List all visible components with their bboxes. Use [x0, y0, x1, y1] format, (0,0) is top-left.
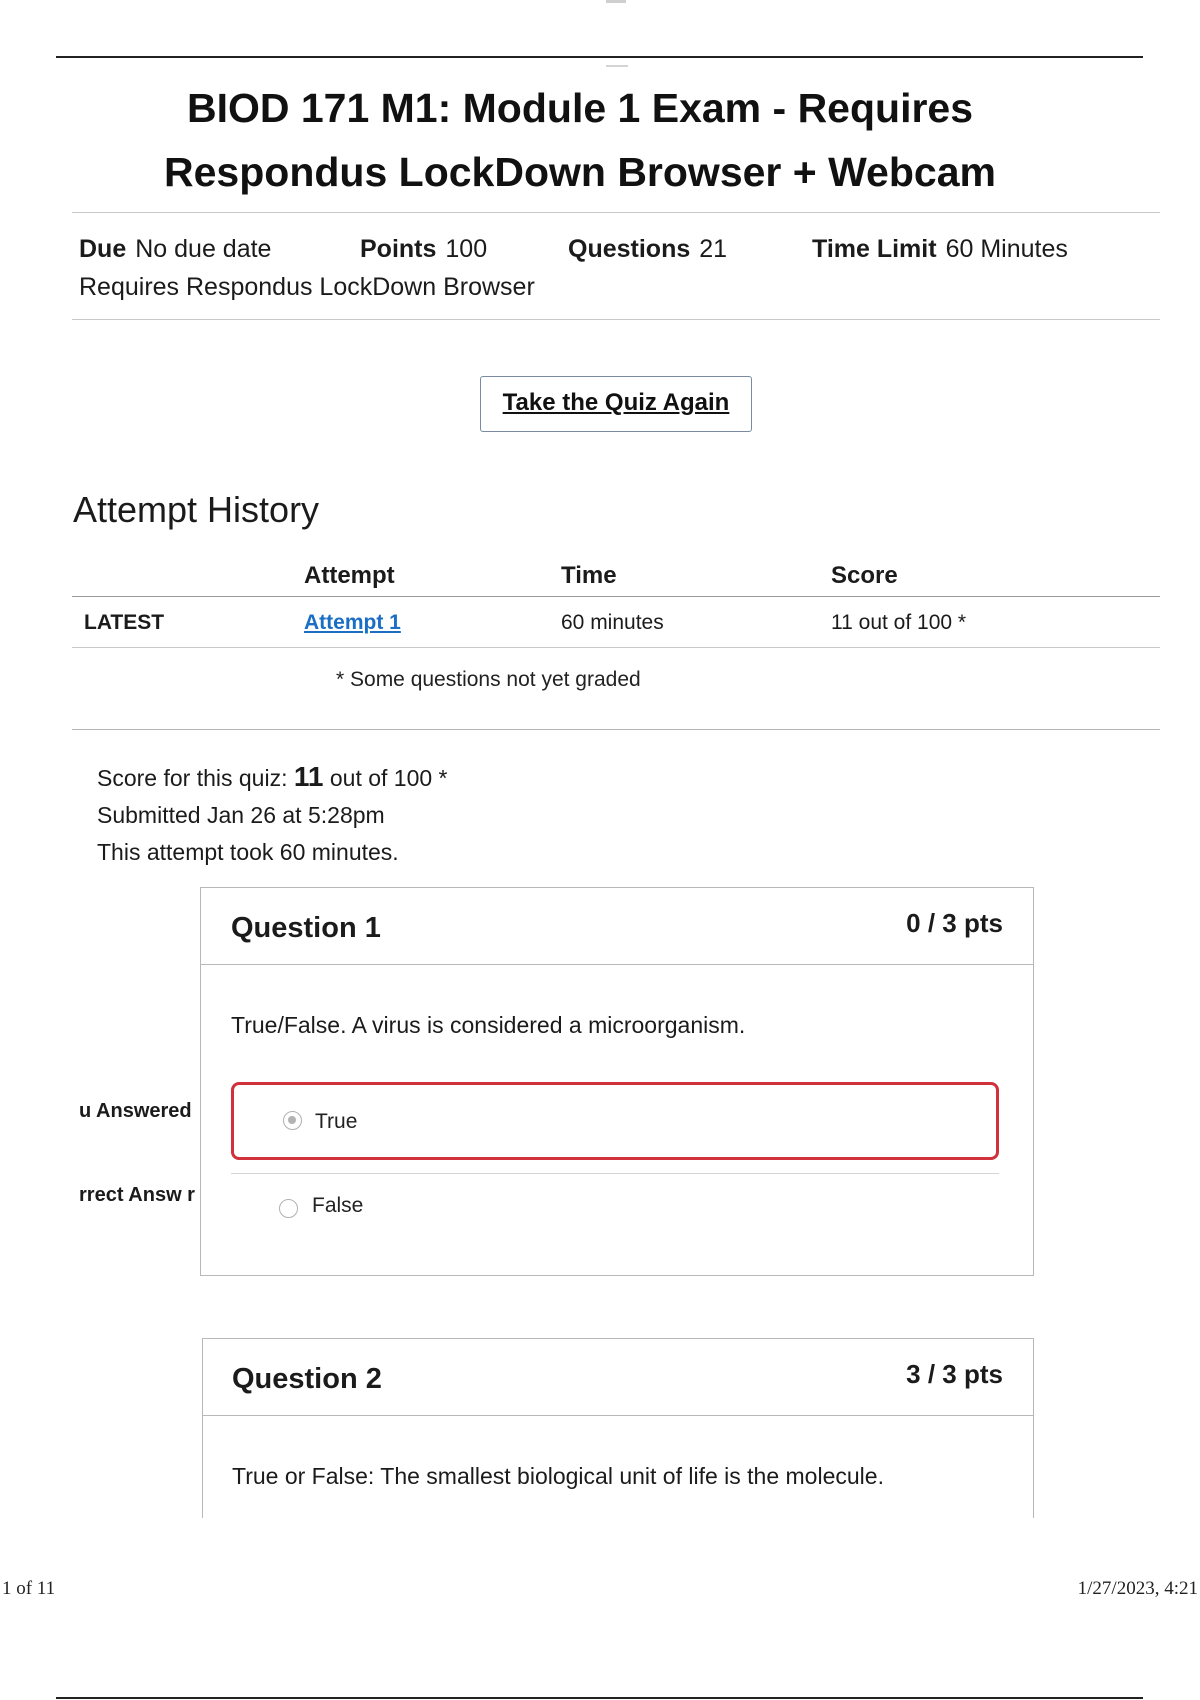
details-divider	[72, 319, 1160, 320]
question-2-header	[203, 1339, 1033, 1416]
score-line	[97, 758, 448, 797]
top-page-rule	[56, 56, 1143, 58]
attempt-1-link[interactable]: Attempt 1	[304, 611, 401, 634]
attempt-time: 60 minutes	[561, 611, 664, 634]
attempt-history-heading: Attempt History	[73, 489, 320, 530]
column-header-score: Score	[831, 562, 898, 589]
column-header-attempt: Attempt	[304, 562, 395, 589]
take-quiz-again-button[interactable]: Take the Quiz Again	[480, 376, 752, 432]
quiz-details	[79, 230, 1159, 306]
correct-answer-label: rrect Answ r	[79, 1184, 195, 1206]
score-suffix: out of 100 *	[329, 765, 448, 791]
submitted-line: Submitted Jan 26 at 5:28pm	[97, 802, 385, 828]
quiz-summary	[97, 758, 448, 871]
radio-false[interactable]	[279, 1199, 298, 1218]
points-item	[360, 230, 487, 268]
table-row	[72, 597, 1160, 648]
option-false-label: False	[312, 1194, 364, 1217]
score-value: 11	[293, 761, 324, 792]
header-mark	[606, 65, 628, 67]
top-edge-mark	[606, 0, 626, 3]
page-title-line1: BIOD 171 M1: Module 1 Exam - Requires	[186, 85, 974, 131]
grading-footnote: * Some questions not yet graded	[336, 668, 641, 691]
question-2-points: 3 / 3 pts	[906, 1359, 1003, 1389]
table-header-row	[72, 556, 1160, 597]
you-answered-label: u Answered	[79, 1100, 192, 1122]
question-1-header	[201, 888, 1033, 965]
question-1-card	[200, 887, 1034, 1276]
lockdown-requirement: Requires Respondus LockDown Browser	[79, 273, 535, 301]
question-1-title: Question 1	[231, 912, 381, 944]
time-limit-value: 60 Minutes	[945, 235, 1068, 263]
questions-item	[568, 230, 727, 268]
points-value: 100	[445, 235, 488, 263]
duration-line: This attempt took 60 minutes.	[97, 839, 399, 865]
question-2-text: True or False: The smallest biological unit of life is the molecule.	[232, 1463, 884, 1489]
points-label: Points	[360, 235, 437, 263]
question-2-card	[202, 1338, 1034, 1518]
attempt-score: 11 out of 100 *	[831, 611, 967, 634]
radio-true[interactable]	[283, 1111, 302, 1130]
page-title-line2: Respondus LockDown Browser + Webcam	[164, 149, 996, 195]
due-label: Due	[79, 235, 127, 263]
due-item	[79, 230, 271, 268]
bottom-page-rule	[56, 1697, 1143, 1699]
option-true-label: True	[315, 1110, 358, 1133]
question-1-points: 0 / 3 pts	[906, 908, 1003, 938]
questions-label: Questions	[568, 235, 691, 263]
score-prefix: Score for this quiz:	[97, 765, 288, 791]
due-value: No due date	[135, 235, 272, 263]
time-limit-label: Time Limit	[812, 235, 937, 263]
page-counter: 1 of 11	[2, 1578, 56, 1599]
questions-value: 21	[699, 235, 728, 263]
question-2-title: Question 2	[232, 1363, 382, 1395]
print-timestamp: 1/27/2023, 4:21	[1077, 1578, 1198, 1599]
latest-tag: LATEST	[84, 611, 165, 634]
column-header-time: Time	[561, 562, 617, 589]
question-1-text: True/False. A virus is considered a microorganism.	[231, 1012, 746, 1038]
title-divider	[72, 212, 1160, 213]
page-title	[80, 76, 1080, 204]
history-divider	[72, 729, 1160, 730]
answer-divider	[231, 1173, 999, 1174]
time-limit-item	[812, 230, 1068, 268]
attempt-history-table	[72, 556, 1160, 648]
